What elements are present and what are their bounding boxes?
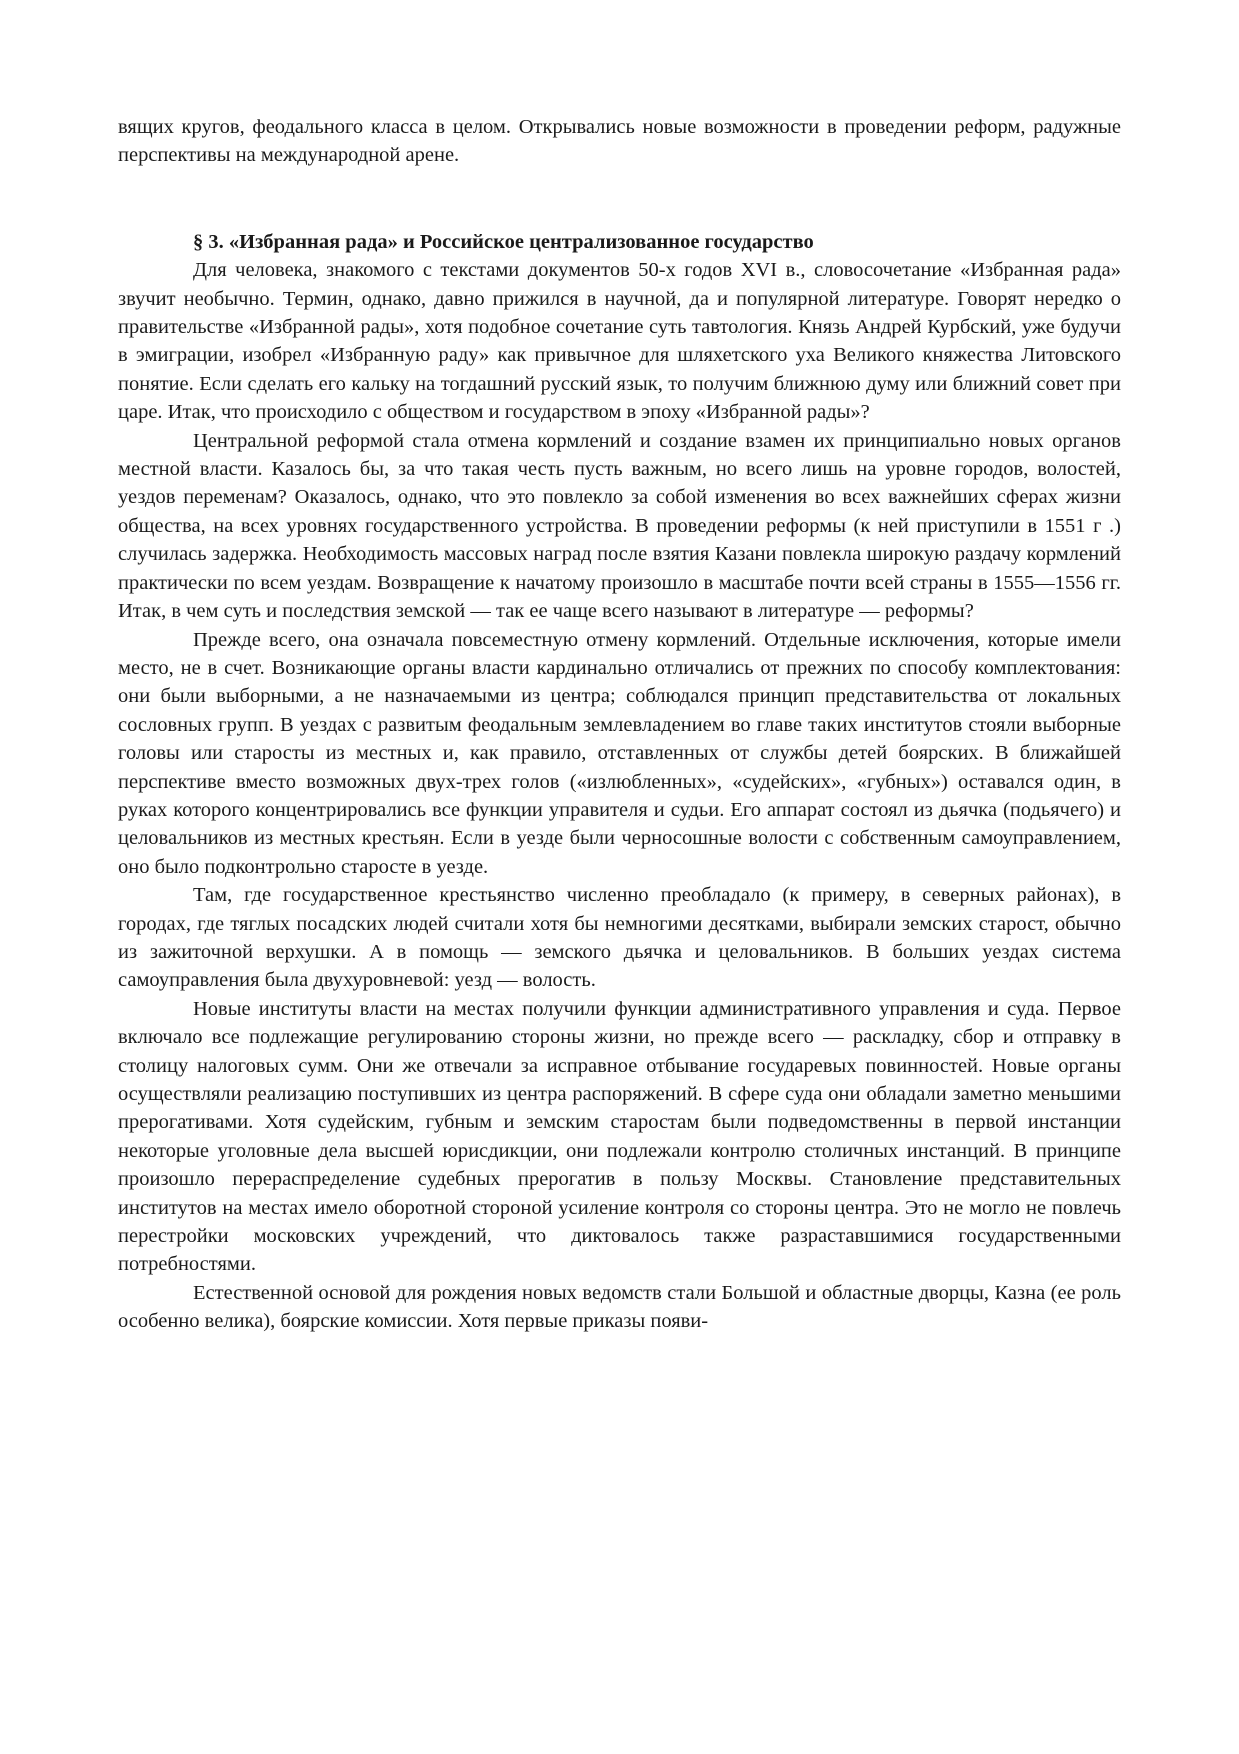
paragraph-5: Новые институты власти на местах получили функции административного управления и суда. Первое включало все подлежащие регулированию стороны жизни, но прежде всего — раскладку, сбор и отправку в столицу налоговых сумм. Они же отвечали за исправное отбывание государевых повинностей. Новые органы осуществляли реализацию поступивших из центра распоряжений. В сфере суда они обладали заметно меньшими прерогативами. Хотя судейским, губным и земским старостам были подведомственны в первой инстанции некоторые уголовные дела высшей юрисдикции, они подлежали контролю столичных инстанций. В принципе произошло перераспределение судебных прерогатив в пользу Москвы. Становление представительных институтов на местах имело оборотной стороной усиление контроля со стороны центра. Это не могло не повлечь перестройки московских учреждений, что диктовалось также разраставшимися государственными потребностями.	[118, 997, 1121, 1276]
paragraph-1: Для человека, знакомого с текстами документов 50-х годов XVI в., словосочетание «Избранная рада» звучит необычно. Термин, однако, давно прижился в научной, да и популярной литературе. Говорят нередко о правительстве «Избранной рады», хотя подобное сочетание суть тавтология. Князь Андрей Курбский, уже будучи в эмиграции, изобрел «Избранную раду» как привычное для шляхетского уха Великого княжества Литовского понятие. Если сделать его кальку на тогдашний русский язык, то получим ближнюю думу или ближний совет при царе. Итак, что происходило с обществом и государством в эпоху «Избранной рады»?	[118, 259, 1121, 424]
document-page	[118, 113, 1121, 1336]
paragraph-4: Там, где государственное крестьянство численно преобладало (к примеру, в северных районах), в городах, где тяглых посадских людей считали хотя бы немногими десятками, выбирали земских старост, обычно из зажиточной верхушки. А в помощь — земского дьячка и целовальников. В больших уездах система самоуправления была двухуровневой: уезд — волость.	[118, 884, 1121, 992]
intro-paragraph: вящих кругов, феодального класса в целом. Открывались новые возможности в проведении реформ, радужные перспективы на международной арене.	[118, 116, 1121, 167]
section-gap	[118, 170, 1121, 228]
paragraph-6: Естественной основой для рождения новых ведомств стали Большой и областные дворцы, Казна (ее роль особенно велика), боярские комиссии. Хотя первые приказы появи-	[118, 1281, 1121, 1333]
section-heading: § 3. «Избранная рада» и Российское централизованное государство	[193, 230, 814, 253]
paragraph-3: Прежде всего, она означала повсеместную отмену кормлений. Отдельные исключения, которые имели место, не в счет. Возникающие органы власти кардинально отличались от прежних по способу комплектования: они были выборными, а не назначаемыми из центра; соблюдался принцип представительства от локальных сословных групп. В уездах с развитым феодальным землевладением во главе таких институтов стояли выборные головы или старосты из местных и, как правило, отставленных от службы детей боярских. В ближайшей перспективе вместо возможных двух-трех голов («излюбленных», «судейских», «губных») оставался один, в руках которого концентрировались все функции управителя и судьи. Его аппарат состоял из дьячка (подьячего) и целовальников из местных крестьян. Если в уезде были черносошные волости с собственным самоуправлением, оно было подконтрольно старосте в уезде.	[118, 628, 1121, 878]
paragraph-2: Центральной реформой стала отмена кормлений и создание взамен их принципиально новых органов местной власти. Казалось бы, за что такая честь пусть важным, но всего лишь на уровне городов, волостей, уездов переменам? Оказалось, однако, что это повлекло за собой изменения во всех важнейших сферах жизни общества, на всех уровнях государственного устройства. В проведении реформы (к ней приступили в 1551 г .) случилась задержка. Необходимость массовых наград после взятия Казани повлекла широкую раздачу кормлений практически по всем уездам. Возвращение к начатому произошло в масштабе почти всей страны в 1555—1556 гг. Итак, в чем суть и последствия земской — так ее чаще всего называют в литературе — реформы?	[118, 429, 1121, 623]
